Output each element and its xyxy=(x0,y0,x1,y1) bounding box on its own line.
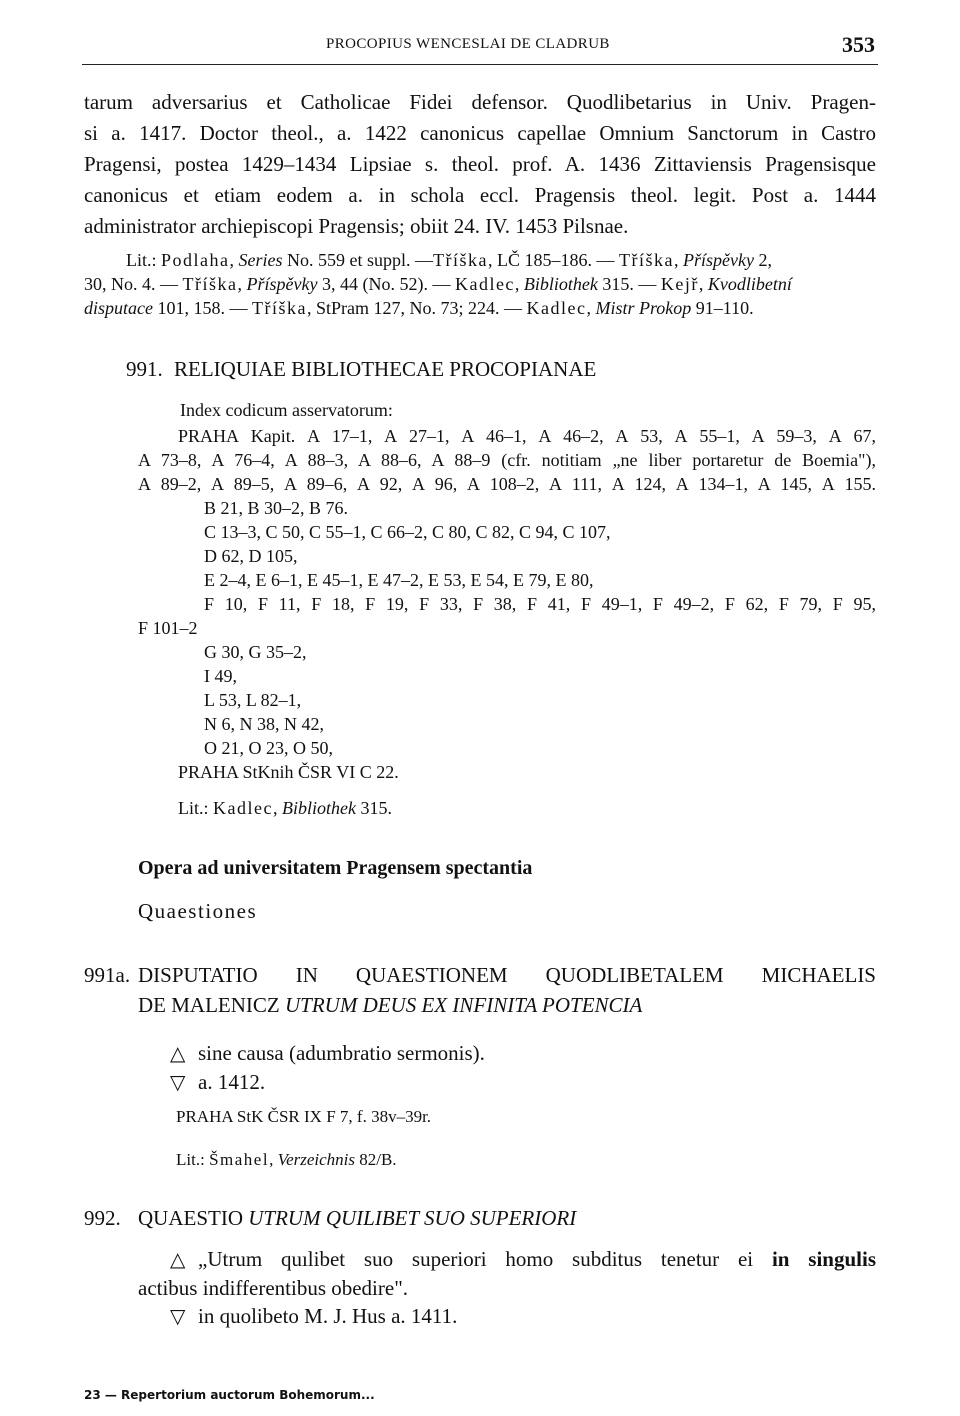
index-label: Index codicum asservatorum: xyxy=(180,400,393,420)
entry-number: 991. xyxy=(126,357,163,381)
incipit-line: △ sine causa (adumbratio sermonis). xyxy=(170,1041,485,1065)
codex-line: O 21, O 23, O 50, xyxy=(204,738,333,758)
entry-title: QUAESTIO UTRUM QUILIBET SUO SUPERIORI xyxy=(138,1206,577,1230)
codex-line: I 49, xyxy=(204,666,237,686)
running-title: PROCOPIUS WENCESLAI DE CLADRUB xyxy=(326,36,610,52)
codex-line: D 62, D 105, xyxy=(204,546,298,566)
explicit-line: ▽ in quolibeto M. J. Hus a. 1411. xyxy=(170,1304,458,1328)
page-number: 353 xyxy=(842,32,875,57)
codex-line: PRAHA StKnih ČSR VI C 22. xyxy=(178,762,399,782)
explicit-line: ▽ a. 1412. xyxy=(170,1070,266,1094)
codex-line: B 21, B 30–2, B 76. xyxy=(204,498,349,518)
codex-line: G 30, G 35–2, xyxy=(204,642,307,662)
entry-title: RELIQUIAE BIBLIOTHECAE PROCOPIANAE xyxy=(174,357,597,381)
intro-line: canonicus et etiam eodem a. in schola eccl. Pragensis theol. legit. Post a. 1444 xyxy=(84,183,876,207)
codex-line: E 2–4, E 6–1, E 45–1, E 47–2, E 53, E 54, E 79, E 80, xyxy=(204,570,594,590)
intro-line: administrator archiepiscopi Pragensis; obiit 24. IV. 1453 Pilsnae. xyxy=(84,214,629,238)
codex-line: A 89–2, A 89–5, A 89–6, A 92, A 96, A 108–2, A 111, A 124, A 134–1, A 145, A 155. xyxy=(138,474,876,494)
codex-line: F 10, F 11, F 18, F 19, F 33, F 38, F 41, F 49–1, F 49–2, F 62, F 79, F 95, xyxy=(204,594,876,614)
codex-line: C 13–3, C 50, C 55–1, C 66–2, C 80, C 82, C 94, C 107, xyxy=(204,522,611,542)
printer-signature: 23 — Repertorium auctorum Bohemorum... xyxy=(84,1388,375,1402)
incipit-line: △ „Utrum quılibet suo superiori homo subditus tenetur ei in singulis xyxy=(170,1247,876,1271)
lit-line: Lit.: Podlaha, Series No. 559 et suppl. —Tříška, LČ 185–186. — Tříška, Příspěvky 2, xyxy=(126,250,772,270)
section-subheading: Quaestiones xyxy=(138,899,258,923)
explicit-triangle-icon: ▽ xyxy=(170,1070,186,1094)
codex-line: N 6, N 38, N 42, xyxy=(204,714,324,734)
incipit-line: actibus indifferentibus obedire". xyxy=(138,1276,409,1300)
lit-line: disputace 101, 158. — Tříška, StPram 127, No. 73; 224. — Kadlec, Mistr Prokop 91–110. xyxy=(84,298,754,318)
codex-line: PRAHA Kapit. A 17–1, A 27–1, A 46–1, A 46–2, A 53, A 55–1, A 59–3, A 67, xyxy=(178,426,876,446)
codex-line: F 101–2 xyxy=(138,618,198,638)
entry-number: 991a. xyxy=(84,963,131,987)
lit-line: Lit.: Kadlec, Bibliothek 315. xyxy=(178,798,392,818)
explicit-triangle-icon: ▽ xyxy=(170,1304,186,1328)
codex-line: A 73–8, A 76–4, A 88–3, A 88–6, A 88–9 (cfr. notitiam „ne liber portaretur de Boemia"), xyxy=(138,450,876,470)
intro-line: Pragensi, postea 1429–1434 Lipsiae s. theol. prof. A. 1436 Zittaviensis Pragensisque xyxy=(84,152,876,176)
lit-line: 30, No. 4. — Tříška, Příspěvky 3, 44 (No. 52). — Kadlec, Bibliothek 315. — Kejř, Kvodlibetní xyxy=(84,274,792,294)
lit-line: Lit.: Šmahel, Verzeichnis 82/B. xyxy=(176,1150,397,1169)
header-rule xyxy=(82,64,878,65)
entry-title: DISPUTATIO IN QUAESTIONEM QUODLIBETALEM MICHAELIS xyxy=(138,963,876,987)
manuscript-line: PRAHA StK ČSR IX F 7, f. 38v–39r. xyxy=(176,1107,432,1126)
incipit-triangle-icon: △ xyxy=(170,1247,186,1271)
section-heading: Opera ad universitatem Pragensem spectantia xyxy=(138,857,533,879)
intro-line: tarum adversarius et Catholicae Fidei defensor. Quodlibetarius in Univ. Pragen- xyxy=(84,90,876,114)
incipit-triangle-icon: △ xyxy=(170,1041,186,1065)
entry-number: 992. xyxy=(84,1206,121,1230)
codex-line: L 53, L 82–1, xyxy=(204,690,302,710)
entry-title: DE MALENICZ UTRUM DEUS EX INFINITA POTENCIA xyxy=(138,993,643,1017)
intro-line: si a. 1417. Doctor theol., a. 1422 canonicus capellae Omnium Sanctorum in Castro xyxy=(84,121,876,145)
